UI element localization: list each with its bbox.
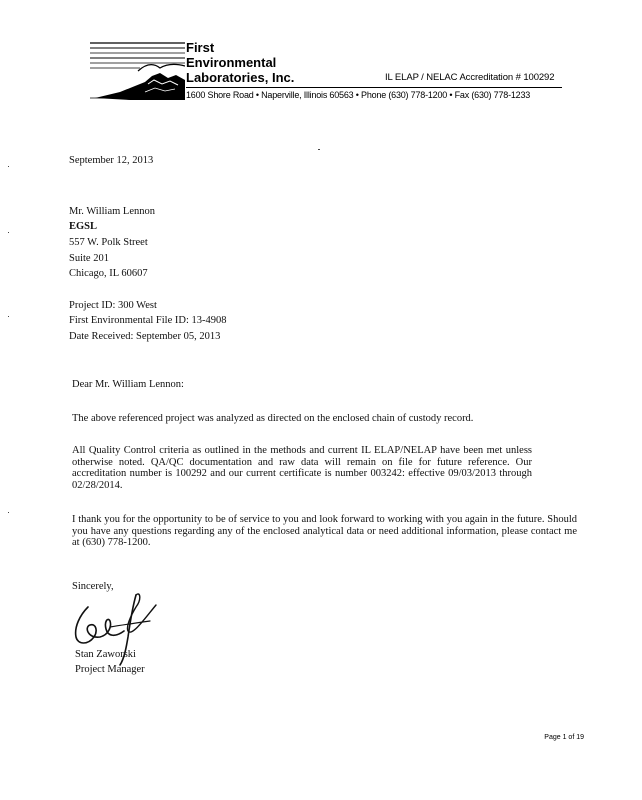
scan-speck xyxy=(8,166,9,167)
scan-speck xyxy=(8,232,9,233)
company-address: 1600 Shore Road • Naperville, Illinois 60563 • Phone (630) 778-1200 • Fax (630) 778-1233 xyxy=(186,90,531,100)
letter-date: September 12, 2013 xyxy=(69,155,154,166)
closing: Sincerely, xyxy=(72,581,114,592)
salutation: Dear Mr. William Lennon: xyxy=(72,379,184,390)
scan-speck xyxy=(8,316,9,317)
page-number: Page 1 of 19 xyxy=(544,734,584,741)
recipient-name: Mr. William Lennon xyxy=(69,206,155,217)
recipient-company: EGSL xyxy=(69,221,98,232)
company-name xyxy=(186,40,294,85)
body-paragraph-3: I thank you for the opportunity to be of service to you and look forward to working with you again in the future. Should you have any questions regarding any of the enclosed analytical data or need additional information, please contact me at (630) 778-1200. xyxy=(72,514,577,548)
recipient-suite: Suite 201 xyxy=(69,253,109,264)
recipient-street: 557 W. Polk Street xyxy=(69,237,148,248)
signer-name: Stan Zaworski xyxy=(75,649,136,660)
body-paragraph-1: The above referenced project was analyzed as directed on the enclosed chain of custody record. xyxy=(72,413,474,424)
body-paragraph-2: All Quality Control criteria as outlined in the methods and current IL ELAP/NELAP have been met unless otherwise noted. QA/QC documentation and raw data will remain on file for future reference. Our accreditation number is 100292 and our current certificate is number 003242: effective 09/03/2013 through 02/28/2014. xyxy=(72,445,532,491)
letterhead-rule xyxy=(186,87,562,88)
accreditation-number: IL ELAP / NELAC Accreditation # 100292 xyxy=(385,72,555,83)
company-line-2: Environmental xyxy=(186,55,277,70)
recipient-city: Chicago, IL 60607 xyxy=(69,268,148,279)
date-received: Date Received: September 05, 2013 xyxy=(69,331,221,342)
company-logo xyxy=(90,40,185,104)
company-line-1: First xyxy=(186,40,215,55)
company-line-3: Laboratories, Inc. xyxy=(186,70,295,85)
project-id: Project ID: 300 West xyxy=(69,300,157,311)
scan-speck xyxy=(8,512,9,513)
file-id: First Environmental File ID: 13-4908 xyxy=(69,315,227,326)
scan-speck xyxy=(318,149,320,150)
signer-title: Project Manager xyxy=(75,664,145,675)
